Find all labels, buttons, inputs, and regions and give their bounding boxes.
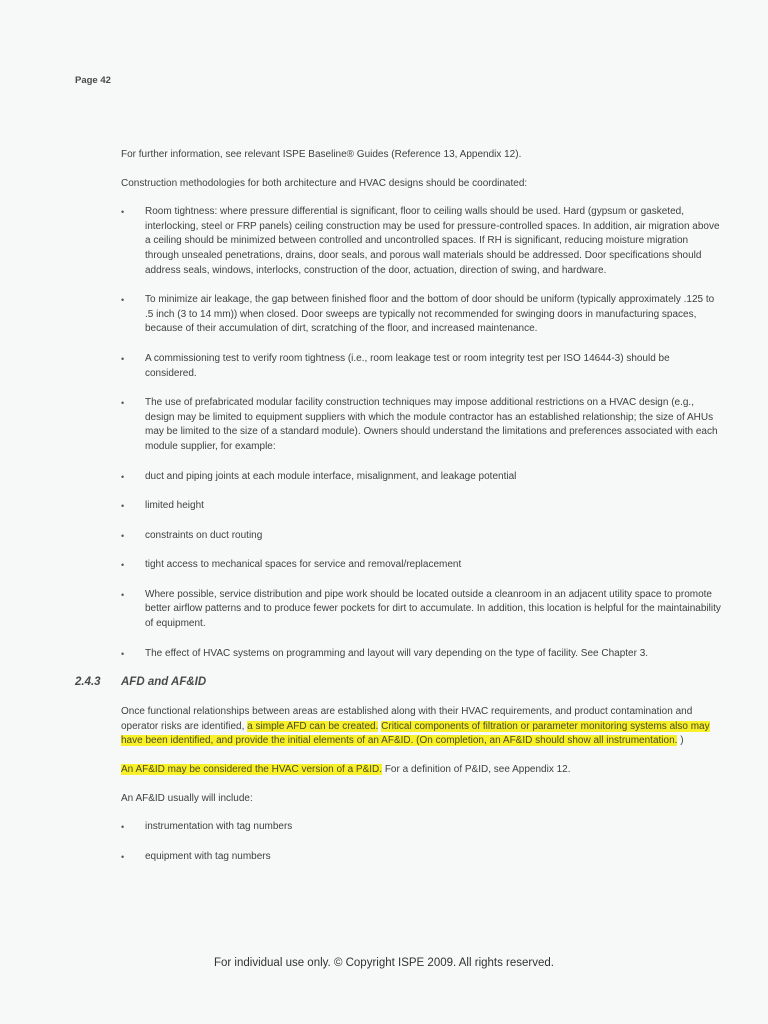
paragraph-text: Once functional relationships between areas are established along with their HVAC requirements, and product contamination and operator risks are identified, — [121, 706, 693, 732]
list-item — [121, 647, 721, 662]
bullet-icon: • — [121, 851, 125, 862]
bullet-icon: • — [121, 501, 125, 512]
list-item — [121, 205, 721, 278]
list-item-text: The use of prefabricated modular facility construction techniques may impose additional restrictions on a HVAC design (e.g., design may be limited to equipment suppliers with which the module contractor has an established relationship; the size of AHUs may be limited to the size of a standard module). Owners should understand the limitations and preferences associated with each module supplier, for example: — [145, 397, 718, 452]
bullet-icon: • — [121, 822, 125, 833]
bullet-icon: • — [121, 530, 125, 541]
list-item-text: A commissioning test to verify room tightness (i.e., room leakage test or room integrity test per ISO 14644-3) should be considered. — [145, 352, 670, 379]
list-item — [121, 396, 721, 454]
bullet-icon: • — [121, 398, 125, 409]
list-item-text: The effect of HVAC systems on programming and layout will vary depending on the type of facility. See Chapter 3. — [145, 647, 649, 659]
list-item-text: constraints on duct routing — [145, 529, 263, 541]
section-number: 2.4.3 — [75, 676, 101, 689]
afid-include-list — [121, 820, 721, 864]
paragraph-text: ) — [680, 735, 684, 747]
bullet-icon: • — [121, 353, 125, 364]
highlighted-text: a simple AFD can be created. — [247, 720, 379, 732]
list-item — [121, 558, 721, 573]
bullet-icon: • — [121, 295, 125, 306]
list-item — [121, 470, 721, 485]
list-item — [121, 499, 721, 514]
highlighted-text: An AF&ID may be considered the HVAC version of a P&ID. — [121, 764, 383, 776]
paragraph-text: For a definition of P&ID, see Appendix 12. — [382, 764, 571, 776]
bullet-icon: • — [121, 560, 125, 571]
list-item — [121, 293, 721, 337]
list-item-text: equipment with tag numbers — [145, 850, 271, 862]
list-item-text: duct and piping joints at each module interface, misalignment, and leakage potential — [145, 470, 517, 482]
intro-paragraph-2: Construction methodologies for both architecture and HVAC designs should be coordinated: — [121, 177, 528, 189]
section-paragraph-1 — [121, 705, 721, 749]
bullet-icon: • — [121, 589, 125, 600]
bullet-icon: • — [121, 207, 125, 218]
section-title: AFD and AF&ID — [121, 676, 207, 689]
section-paragraph-3: An AF&ID usually will include: — [121, 792, 253, 804]
copyright-footer: For individual use only. © Copyright ISPE 2009. All rights reserved. — [213, 957, 554, 969]
list-item-text: tight access to mechanical spaces for service and removal/replacement — [145, 559, 462, 571]
section-heading — [75, 675, 721, 691]
list-item — [121, 820, 721, 835]
section-paragraph-2 — [121, 763, 721, 778]
list-item-text: limited height — [145, 500, 204, 512]
list-item — [121, 352, 721, 381]
list-item-text: To minimize air leakage, the gap between finished floor and the bottom of door should be uniform (typically approximately .125 to .5 inch (3 to 14 mm)) when closed. Door sweeps are typically not recommended for swinging doors in manufacturing spaces, because of their accumulation of dirt, scratching of the floor, and increased maintenance. — [145, 294, 715, 335]
construction-list — [121, 205, 721, 661]
bullet-icon: • — [121, 471, 125, 482]
page-body — [75, 148, 721, 864]
list-item-text: instrumentation with tag numbers — [145, 821, 293, 833]
list-item — [121, 850, 721, 865]
list-item-text: Where possible, service distribution and pipe work should be located outside a cleanroom in an adjacent utility space to promote better airflow patterns and to produce fewer pockets for dirt to accumulate. In addition, this location is helpful for the maintainability of equipment. — [145, 588, 721, 630]
intro-paragraph-1: For further information, see relevant ISPE Baseline® Guides (Reference 13, Appendix 12). — [121, 149, 522, 160]
list-item — [121, 529, 721, 544]
list-item — [121, 588, 721, 632]
highlighted-text: Critical components of filtration or parameter monitoring systems also may have been identified, and provide the initial elements of an AF&ID. (On completion, an AF&ID should show all instrumentation. — [121, 720, 710, 747]
list-item-text: Room tightness: where pressure differential is significant, floor to ceiling walls should be used. Hard (gypsum or gasketed, interlocking, steel or FRP panels) ceiling construction may be used for pressure-controlled spaces. In addition, air migration above a ceiling should be minimized between controlled and uncontrolled spaces. If RH is significant, reducing moisture migration through unsealed penetrations, drains, door seals, and porous wall materials should be addressed. Door specifications should address seals, windows, interlocks, construction of the door, actuation, direction of swing, and hardware. — [145, 206, 720, 276]
page-number: Page 42 — [75, 75, 111, 86]
bullet-icon: • — [121, 648, 125, 659]
